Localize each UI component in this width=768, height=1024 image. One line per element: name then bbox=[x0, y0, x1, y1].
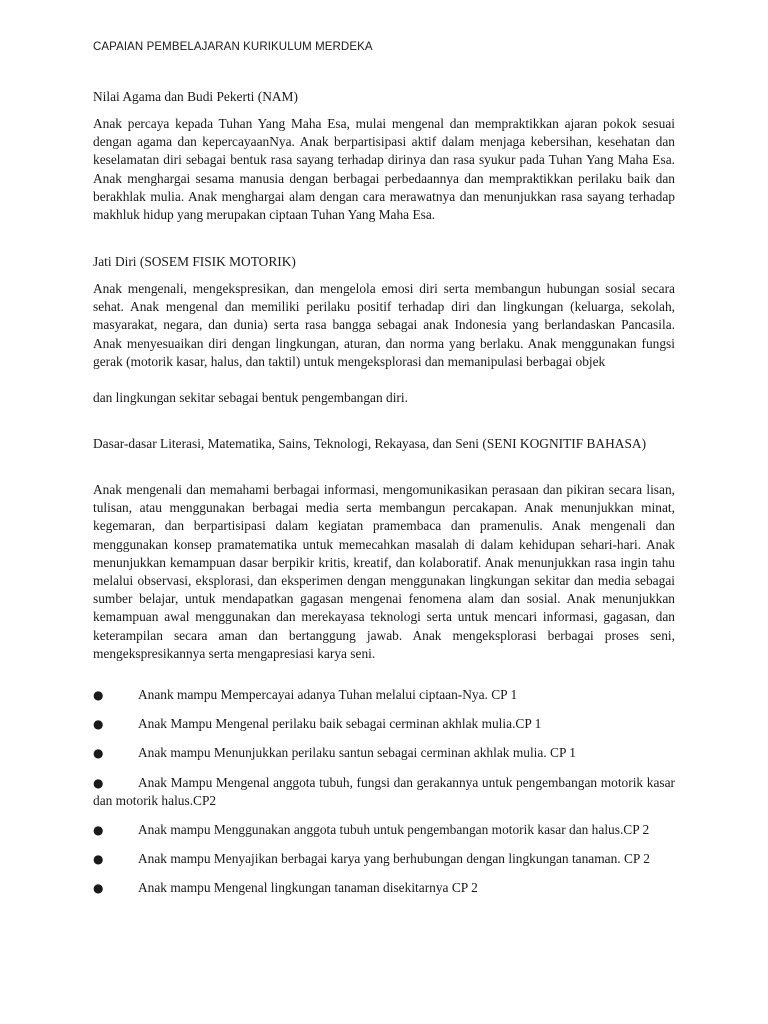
section-body-nam: Anak percaya kepada Tuhan Yang Maha Esa, mulai mengenal dan mempraktikkan ajaran pokok sesuai dengan agama dan kepercayaanNya. Anak berpartisipasi aktif dalam menjaga kebersihan, kesehatan dan keselamatan diri sebagai bentuk rasa sayang terhadap dirinya dan rasa syukur pada Tuhan Yang Maha Esa. Anak menghargai sesama manusia dengan berbagai perbedaannya dan mempraktikkan perilaku baik dan berakhlak mulia. Anak menghargai alam dengan cara merawatnya dan menunjukkan rasa sayang terhadap makhluk hidup yang merupakan ciptaan Tuhan Yang Maha Esa. bbox=[93, 116, 675, 223]
list-item bbox=[93, 774, 675, 810]
list-item-text: Anak mampu Menggunakan anggota tubuh untuk pengembangan motorik kasar dan halus.CP 2 bbox=[138, 822, 650, 838]
list-item-text: Anak mampu Mengenal lingkungan tanaman disekitarnya CP 2 bbox=[138, 880, 478, 896]
list-item bbox=[93, 715, 675, 733]
bullet-icon: ● bbox=[93, 823, 104, 838]
bullet-icon: ● bbox=[93, 775, 104, 790]
bullet-icon: ● bbox=[93, 852, 104, 867]
bullet-icon: ● bbox=[93, 881, 104, 896]
document-title: CAPAIAN PEMBELAJARAN KURIKULUM MERDEKA bbox=[93, 41, 373, 53]
list-item-text: Anak mampu Menyajikan berbagai karya yang berhubungan dengan lingkungan tanaman. CP 2 bbox=[138, 851, 650, 867]
cp-bullet-list bbox=[93, 686, 675, 909]
list-item bbox=[93, 850, 675, 868]
section-body-jati-diri: Anak mengenali, mengekspresikan, dan mengelola emosi diri serta membangun hubungan sosial secara sehat. Anak mengenal dan memiliki perilaku positif terhadap diri dan lingkungan (keluarga, sekolah, masyarakat, negara, dan dunia) serta rasa bangga sebagai anak Indonesia yang berlandaskan Pancasila. Anak menyesuaikan diri dengan lingkungan, aturan, dan norma yang berlaku. Anak menggunakan fungsi gerak (motorik kasar, halus, dan taktil) untuk mengeksplorasi dan memanipulasi berbagai objek bbox=[93, 281, 675, 369]
list-item-text: Anak Mampu Mengenal perilaku baik sebagai cerminan akhlak mulia.CP 1 bbox=[138, 716, 542, 732]
bullet-icon: ● bbox=[93, 746, 104, 761]
section-body-literasi: Anak mengenali dan memahami berbagai informasi, mengomunikasikan perasaan dan pikiran secara lisan, tulisan, atau menggunakan berbagai media serta membangun percakapan. Anak menunjukkan minat, kegemaran, dan berpartisipasi dalam kegiatan pramembaca dan pramenulis. Anak mengenali dan menggunakan konsep pramatematika untuk memecahkan masalah di dalam kehidupan sehari-hari. Anak menunjukkan kemampuan dasar berpikir kritis, kreatif, dan kolaboratif. Anak menunjukkan rasa ingin tahu melalui observasi, eksplorasi, dan eksperimen dengan menggunakan lingkungan sekitar dan media sebagai sumber belajar, untuk mendapatkan gagasan mengenai fenomena alam dan sosial. Anak menunjukkan kemampuan awal menggunakan dan merekayasa teknologi serta untuk mencari informasi, gagasan, dan keterampilan secara aman dan bertanggung jawab. Anak mengeksplorasi berbagai proses seni, mengekspresikannya serta mengapresiasi karya seni. bbox=[93, 482, 675, 661]
section-heading-jati-diri: Jati Diri (SOSEM FISIK MOTORIK) bbox=[93, 254, 296, 269]
list-item bbox=[93, 821, 675, 839]
list-item-text: Anak Mampu Mengenal anggota tubuh, fungsi dan gerakannya untuk pengembangan motorik kasar dan motorik halus.CP2 bbox=[93, 774, 675, 808]
list-item-text: Anank mampu Mempercayai adanya Tuhan melalui ciptaan-Nya. CP 1 bbox=[138, 687, 518, 702]
bullet-icon: ● bbox=[93, 688, 104, 702]
list-item bbox=[93, 744, 675, 762]
section-body-jati-diri-continued: dan lingkungan sekitar sebagai bentuk pengembangan diri. bbox=[93, 390, 408, 405]
list-item bbox=[93, 686, 675, 704]
list-item-text: Anak mampu Menunjukkan perilaku santun sebagai cerminan akhlak mulia. CP 1 bbox=[138, 745, 576, 761]
section-heading-nam: Nilai Agama dan Budi Pekerti (NAM) bbox=[93, 89, 298, 104]
bullet-icon: ● bbox=[93, 717, 104, 732]
list-item bbox=[93, 879, 675, 897]
section-heading-literasi: Dasar-dasar Literasi, Matematika, Sains, Teknologi, Rekayasa, dan Seni (SENI KOGNITIF BAHASA) bbox=[93, 436, 647, 451]
